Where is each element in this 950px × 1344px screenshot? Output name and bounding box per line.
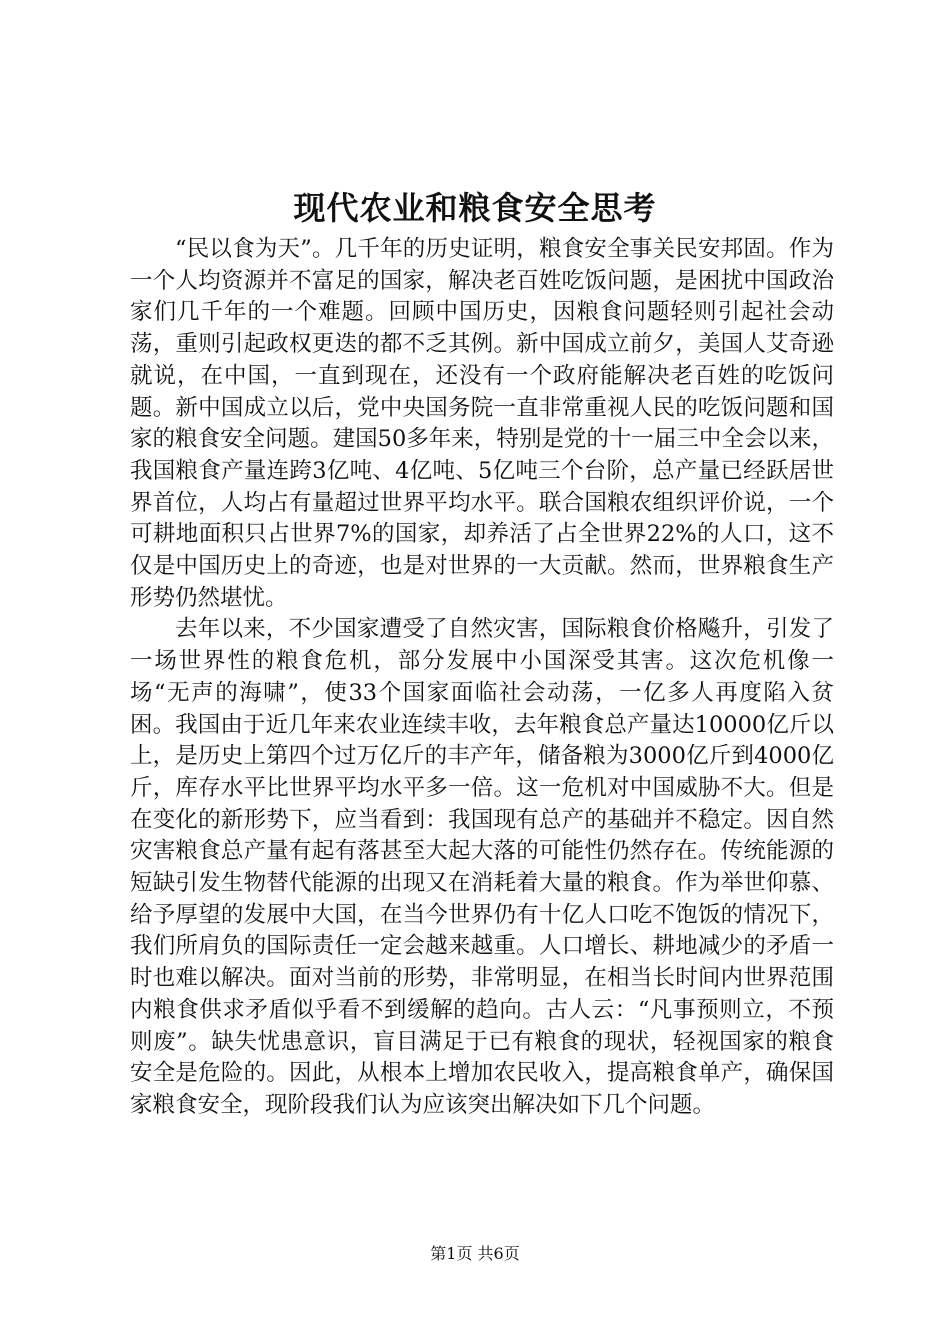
page-number-footer: 第1页 共6页 <box>430 1244 520 1263</box>
document-body <box>130 234 834 1122</box>
body-paragraph-2: 去年以来，不少国家遭受了自然灾害，国际粮食价格飚升，引发了一场世界性的粮食危机，部分发展中小国深受其害。这次危机像一场“无声的海啸”，使33个国家面临社会动荡，一亿多人再度陷入贫困。我国由于近几年来农业连续丰收，去年粮食总产量达10000亿斤以上，是历史上第四个过万亿斤的丰产年，储备粮为3000亿斤到4000亿斤，库存水平比世界平均水平多一倍。这一危机对中国威胁不大。但是在变化的新形势下，应当看到：我国现有总产的基础并不稳定。因自然灾害粮食总产量有起有落甚至大起大落的可能性仍然存在。传统能源的短缺引发生物替代能源的出现又在消耗着大量的粮食。作为举世仰慕、给予厚望的发展中大国，在当今世界仍有十亿人口吃不饱饭的情况下，我们所肩负的国际责任一定会越来越重。人口增长、耕地减少的矛盾一时也难以解决。面对当前的形势，非常明显，在相当长时间内世界范围内粮食供求矛盾似乎看不到缓解的趋向。古人云：“凡事预则立，不预则废”。缺失忧患意识，盲目满足于已有粮食的现状，轻视国家的粮食安全是危险的。因此，从根本上增加农民收入，提高粮食单产，确保国家粮食安全，现阶段我们认为应该突出解决如下几个问题。 <box>130 616 834 1118</box>
body-paragraph-1: “民以食为天”。几千年的历史证明，粮食安全事关民安邦固。作为一个人均资源并不富足的国家，解决老百姓吃饭问题，是困扰中国政治家们几千年的一个难题。回顾中国历史，因粮食问题轻则引起社会动荡，重则引起政权更迭的都不乏其例。新中国成立前夕，美国人艾奇逊就说，在中国，一直到现在，还没有一个政府能解决老百姓的吃饭问题。新中国成立以后，党中央国务院一直非常重视人民的吃饭问题和国家的粮食安全问题。建国50多年来，特别是党的十一届三中全会以来，我国粮食产量连跨3亿吨、4亿吨、5亿吨三个台阶，总产量已经跃居世界首位，人均占有量超过世界平均水平。联合国粮农组织评价说，一个可耕地面积只占世界7%的国家，却养活了占全世界22%的人口，这不仅是中国历史上的奇迹，也是对世界的一大贡献。然而，世界粮食生产形势仍然堪忧。 <box>130 236 834 611</box>
document-title: 现代农业和粮食安全思考 <box>293 189 657 227</box>
